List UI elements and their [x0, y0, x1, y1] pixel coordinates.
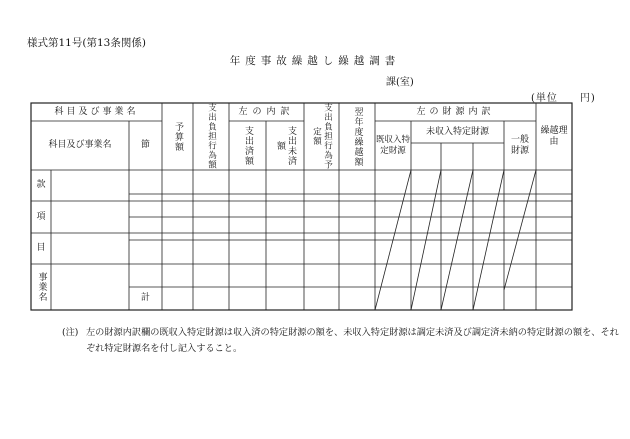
- header-budget: 予算額: [173, 121, 183, 152]
- document-title: 年度事故繰越し繰越調書: [229, 55, 401, 67]
- header-funding-breakdown: 左の財源内訳: [416, 106, 495, 117]
- header-paid: 支出済額: [243, 125, 253, 166]
- row-label-kan: 款: [36, 180, 46, 190]
- row-label-moku: 目: [36, 243, 46, 253]
- footnote-label: (注): [62, 327, 79, 338]
- header-subject-name: 科目及び事業名: [48, 140, 112, 150]
- header-category: 科目及び事業名: [54, 106, 139, 117]
- header-breakdown: 左の内訳: [238, 106, 295, 117]
- header-general: 一般財源: [510, 134, 529, 156]
- header-unreceived-specific: 未収入特定財源: [425, 126, 489, 137]
- header-carryover: 翌年度繰越額: [352, 106, 363, 167]
- form-number: 様式第11号(第13条関係): [27, 37, 146, 49]
- header-obligated: 支出負担行為額: [206, 103, 217, 170]
- header-section: 節: [140, 140, 150, 150]
- total-label: 計: [140, 293, 150, 303]
- header-reason: 繰越理由: [540, 125, 568, 147]
- header-received-specific: 既収入特定財源: [376, 134, 411, 156]
- footnote: [64, 325, 619, 357]
- unit-label: (単位 円): [531, 93, 596, 104]
- header-unpaid: 支出未済額: [275, 125, 296, 166]
- footnote-text: 左の財源内訳欄の既収入特定財源は収入済の特定財源の額を、未収入特定財源は調定未済及び調定済未納の特定財源の額を、それぞれ特定財源名を付し記入すること。: [86, 327, 619, 354]
- department-label: 課(室): [386, 77, 414, 88]
- row-label-project: 事業名: [36, 272, 47, 302]
- row-label-kou: 項: [36, 211, 46, 222]
- header-planned: 支出負担行為予定額: [311, 103, 333, 170]
